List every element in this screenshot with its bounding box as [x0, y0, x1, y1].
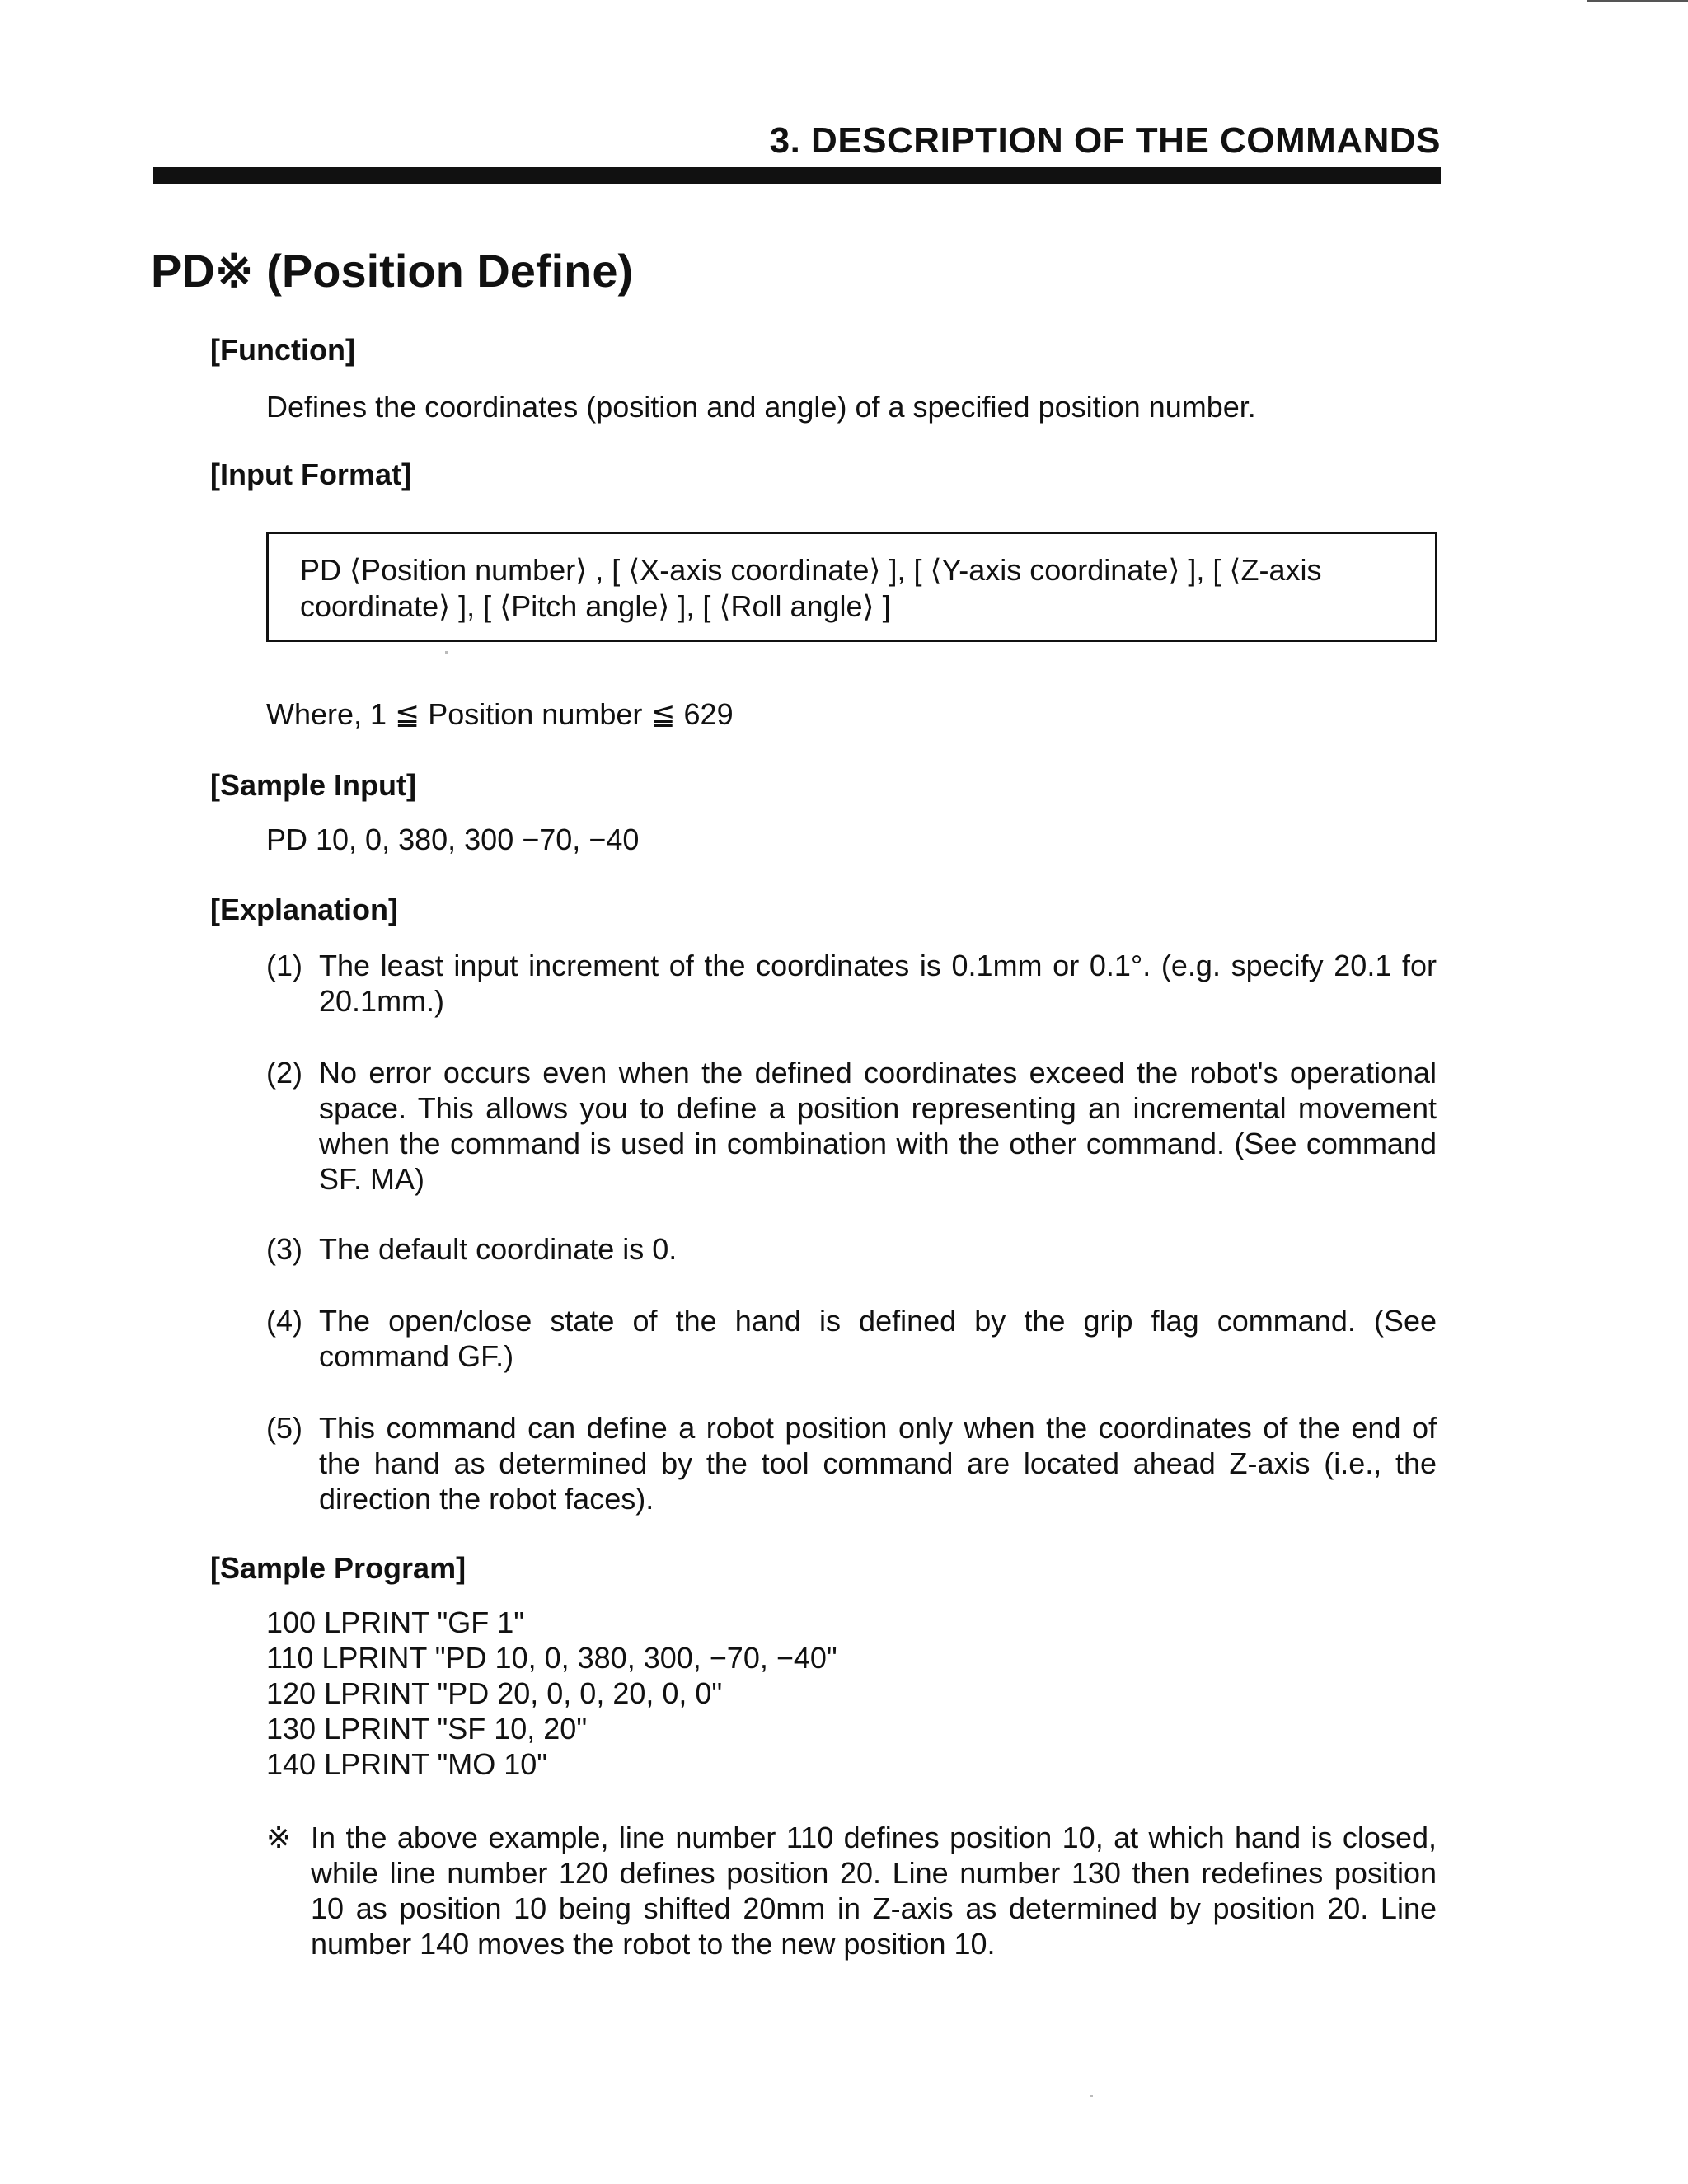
sample-program-heading: [Sample Program]	[210, 1551, 467, 1585]
scan-speck	[1090, 2095, 1093, 2097]
item-number: (3)	[266, 1232, 302, 1266]
program-line: 100 LPRINT "GF 1"	[266, 1605, 525, 1639]
input-format-heading: [Input Format]	[210, 457, 411, 491]
reference-mark: ※	[266, 1821, 292, 1854]
footnote	[266, 1820, 1437, 1961]
item-text: This command can define a robot position only when the coordinates of the end of the hand as determined by the tool command are located ahead Z-axis (i.e., the direction the robot faces).	[319, 1411, 1437, 1516]
input-format-line-1: PD ⟨Position number⟩ , [ ⟨X-axis coordinate⟩ ], [ ⟨Y-axis coordinate⟩ ], [ ⟨Z-axis	[300, 553, 1322, 587]
sample-input-text: PD 10, 0, 380, 300 −70, −40	[266, 823, 640, 856]
position-range-text: Where, 1 ≦ Position number ≦ 629	[266, 697, 734, 731]
program-line: 120 LPRINT "PD 20, 0, 0, 20, 0, 0"	[266, 1676, 723, 1710]
explanation-item	[266, 948, 1437, 1019]
program-line: 110 LPRINT "PD 10, 0, 380, 300, −70, −40"	[266, 1641, 837, 1675]
item-number: (1)	[266, 949, 302, 982]
page-title: PD※ (Position Define)	[151, 245, 634, 297]
chapter-header: 3. DESCRIPTION OF THE COMMANDS	[769, 120, 1441, 161]
explanation-heading: [Explanation]	[210, 893, 399, 926]
explanation-item	[266, 1303, 1437, 1374]
item-text: The default coordinate is 0.	[319, 1232, 678, 1266]
corner-scan-mark	[1587, 0, 1688, 2]
header-rule	[153, 167, 1441, 184]
item-text: The open/close state of the hand is defined by the grip flag command. (See command GF.)	[319, 1304, 1437, 1373]
input-format-line-2: coordinate⟩ ], [ ⟨Pitch angle⟩ ], [ ⟨Roll angle⟩ ]	[300, 589, 891, 623]
item-number: (2)	[266, 1056, 302, 1090]
input-format-box	[266, 532, 1437, 642]
item-text: The least input increment of the coordinates is 0.1mm or 0.1°. (e.g. specify 20.1 for 20.1mm.)	[319, 949, 1437, 1018]
input-format-syntax	[300, 552, 1421, 625]
scan-speck	[445, 651, 448, 654]
footnote-text: In the above example, line number 110 defines position 10, at which hand is closed, while line number 120 defines position 20. Line number 130 then redefines position 10 as position 10 being shifted 20mm in Z-axis as determined by position 20. Line number 140 moves the robot to the new position 10.	[311, 1821, 1437, 1961]
program-line: 130 LPRINT "SF 10, 20"	[266, 1712, 588, 1746]
explanation-item	[266, 1410, 1437, 1516]
function-heading: [Function]	[210, 333, 355, 367]
program-line: 140 LPRINT "MO 10"	[266, 1747, 548, 1781]
explanation-item	[266, 1231, 1437, 1267]
function-text: Defines the coordinates (position and angle) of a specified position number.	[266, 390, 1256, 424]
item-number: (5)	[266, 1411, 302, 1445]
explanation-item	[266, 1055, 1437, 1197]
item-number: (4)	[266, 1304, 302, 1338]
sample-input-heading: [Sample Input]	[210, 768, 416, 802]
item-text: No error occurs even when the defined coordinates exceed the robot's operational space. This allows you to define a position representing an incremental movement when the command is used in combination with the other command. (See command SF. MA)	[319, 1056, 1437, 1196]
